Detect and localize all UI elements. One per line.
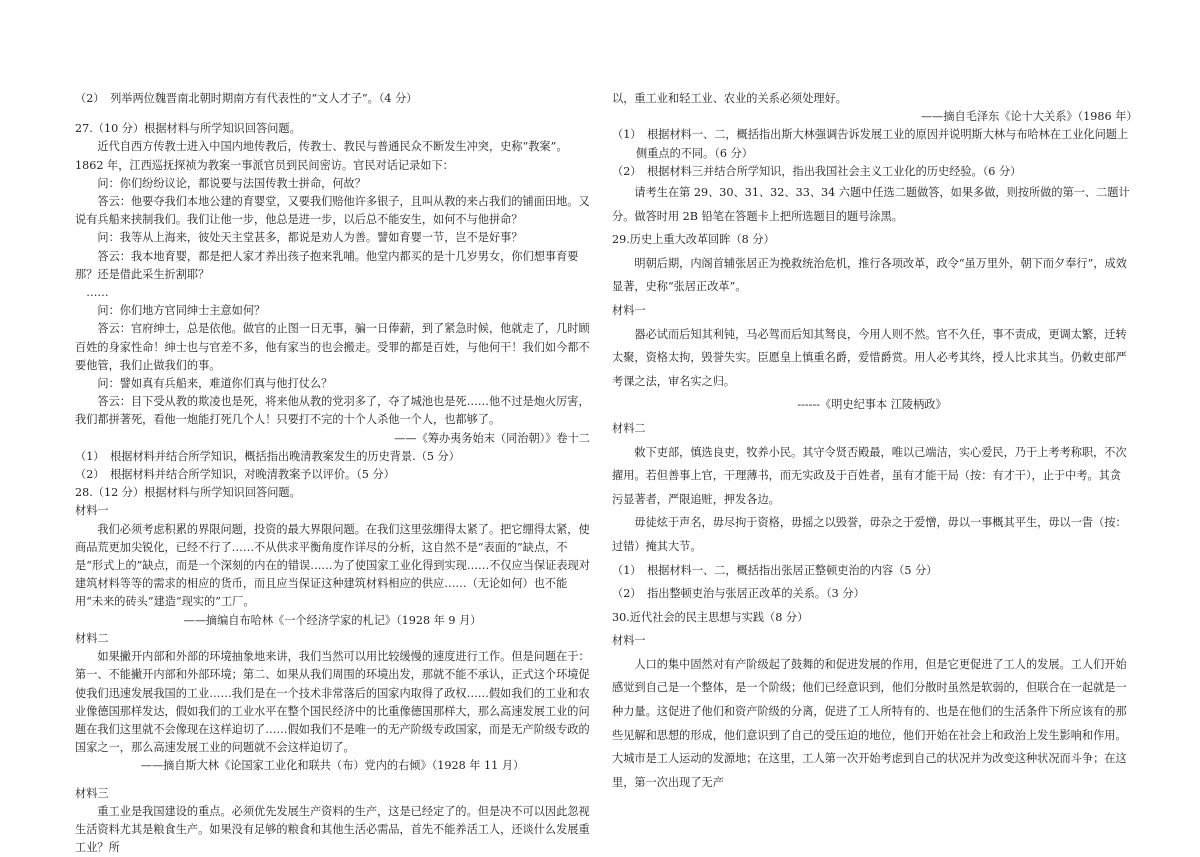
text-paragraph: 人口的集中固然对有产阶级起了鼓舞的和促进发展的作用，但是它更促进了工人的发展。工人们开始感觉到自己是一个整体，是一个阶级；他们已经意识到，他们分散时虽然是软弱的，但联合在一起就是一种力量。这促进了他们和资产阶级的分离，促进了工人所特有的、也是在他们的生活条件下所应该有的那些见解和思想的形成，他们意识到了自己的受压迫的地位，他们开始在社会上和政治上发生影响和作用。大城市是工人运动的发源地；在这里，工人第一次开始考虑到自己的状况并为改变这种状况而斗争；在这里，第一次出现了无产: [612, 657, 1127, 789]
text-paragraph: 我们必须考虑积累的界限问题，投资的最大界限问题。在我们这里弦绷得太紧了。把它绷得太紧，使商品荒更加尖锐化，已经不行了……不从供求平衡角度作详尽的分析，这自然不是“表面的”缺点，不是“形式上的”缺点，而是一个深刻的内在的错误……为了使国家工业化得到实现……不仅应当保证表现对建筑材料等等的需求的相应的货币，而且应当保证这种建筑材料相应的供应……（无论如何）也不能用“未来的砖头”建造“现实的”工厂。: [75, 522, 590, 609]
question-item: （2） 根据材料三并结合所学知识，指出我国社会主义工业化的历史经验。（6 分）: [612, 164, 1022, 178]
text-paragraph: 问：你们纷纷议论，都说要与法国传教士拼命，何故？: [97, 176, 366, 190]
spacer: [75, 776, 590, 785]
question-item: （2） 列举两位魏晋南北朝时期南方有代表性的“文人才子”。（4 分）: [75, 92, 418, 105]
text-paragraph: 问：譬如真有兵船来，难道你们真与他打仗么？: [97, 377, 333, 391]
text-paragraph: 请考生在第 29、30、31、32、33、34 六题中任选二题做答，如果多做，则按所做的第一、二题计分。做答时用 2B 铅笔在答题卡上把所选题目的题号涂黑。: [612, 186, 1130, 223]
text-paragraph: 答云：他要夺我们本地公建的育婴堂，又要我们赔他许多银子，且叫从教的来占我们的铺面田地。又说有兵船来挟制我们。我们让他一步，他总是进一步，以后总不能安生，如何不与他拼命？: [75, 195, 590, 227]
question-item: （1） 根据材料一、二，概括指出张居正整顿吏治的内容（5 分）: [612, 563, 938, 577]
text-paragraph: 明朝后期，内阁首辅张居正为挽救统治危机，推行各项改革，政令“虽万里外，朝下而夕奉行”，成效显著，史称“张居正改革”。: [612, 256, 1127, 294]
text-paragraph: 材料一: [75, 504, 109, 518]
question-item: （1） 根据材料并结合所学知识，概括指出晚清教案发生的历史背景.（5 分）: [75, 449, 460, 463]
text-paragraph: 如果撇开内部和外部的环境抽象地来讲，我们当然可以用比较缓慢的速度进行工作。但是问题在于：第一、不能撇开内部和外部环境；第二、如果从我们周围的环境出发，那就不能不承认，正式这个环境促使我们迅速发展我国的工业……我们是在一个技术非常落后的国家内取得了政权……假如我们的工业和农业像德国那样发达，假如我们的工业水平在整个国民经济中的比重像德国那样大，那么高速发展工业的问题在我们这里就不会像现在这样迫切了……假如我们不是唯一的无产阶级专政国家，而是无产阶级专政的国家之一，那么高速发展工业的问题就不会这样迫切了。: [75, 650, 590, 755]
text-paragraph: 近代自西方传教士进入中国内地传教后，传教士、教民与普通民众不断发生冲突，史称“教案”。1862 年，江西巡抚探祯为教案一事派官员到民间密访。官民对话记录如下：: [75, 140, 568, 172]
question-item: （2） 根据材料并结合所学知识，对晚清教案予以评价。（5 分）: [75, 468, 395, 482]
text-paragraph: 材料二: [75, 631, 109, 645]
text-paragraph: 28.（12 分）根据材料与所学知识回答问题。: [75, 486, 301, 500]
text-paragraph: 毋徒炫于声名，毋尽拘于资格，毋摇之以毁誉，毋杂之于爱憎，毋以一事概其平生，毋以一眚（按：过错）掩其大节。: [612, 516, 1127, 553]
source-citation: ------《明史纪事本 江陵柄政》: [797, 398, 947, 412]
text-paragraph: 答云：目下受从教的欺凌也是死，将来他从教的党羽多了，夺了城池也是死……他不过是炮火厉害，我们都拼著死，看他一炮能打死几个人！只要打不完的十个人杀他一个人，也都够了。: [75, 395, 590, 427]
question-item: （1） 根据材料一、二，概括指出斯大林强调告诉发展工业的原因并说明斯大林与布哈林在工业化问题上侧重点的不同。（6 分）: [612, 128, 1129, 160]
text-paragraph: 材料一: [612, 303, 646, 317]
text-paragraph: 器必试而后知其利钝，马必驾而后知其驽良，今用人则不然。官不久任，事不责成，更调太繁，迁转太聚，资格太拘，毁誉失实。臣愿皇上慎重名爵，爱惜爵赏。用人必考其终，授人比求其当。仍敕吏部严考课之法，审名实之归。: [612, 327, 1127, 388]
text-paragraph: 材料二: [612, 421, 646, 435]
text-paragraph: 材料三: [75, 786, 109, 800]
source-citation: ——《筹办夷务始末（同治朝）》卷十二: [394, 431, 646, 445]
right-column: [612, 90, 1155, 794]
text-paragraph: 27.（10 分）根据材料与所学知识回答问题。: [75, 122, 301, 136]
text-paragraph: 问：你们地方官同绅士主意如何？: [97, 304, 266, 318]
text-paragraph: 30.近代社会的民主思想与实践（8 分）: [612, 610, 809, 624]
question-item: （2） 指出整顿吏治与张居正改革的关系。（3 分）: [612, 587, 865, 601]
text-paragraph: 以，重工业和轻工业、农业的关系必须处理好。: [612, 92, 847, 105]
text-paragraph: 问：我等从上海来，彼处天主堂甚多，都说是劝人为善。譬如育婴一节，岂不是好事？: [97, 231, 523, 245]
source-citation: ——摘编自布哈林《一个经济学家的札记》（1928 年 9 月）: [183, 613, 482, 627]
source-citation: ——摘自斯大林《论国家工业化和联共（布）党内的右倾》（1928 年 11 月）: [140, 759, 525, 773]
left-column: [75, 90, 646, 857]
spacer: [75, 108, 590, 120]
text-paragraph: 重工业是我国建设的重点。必须优先发展生产资料的生产，这是已经定了的。但是决不可以因此忽视生活资料尤其是粮食生产。如果没有足够的粮食和其他生活必需品，首先不能养活工人，还谈什么发展重工业？所: [75, 804, 590, 855]
text-paragraph: ……: [75, 286, 109, 300]
text-paragraph: 材料一: [612, 634, 646, 648]
source-citation: ——摘自毛泽东《论十大关系》（1986 年）: [920, 110, 1155, 124]
text-paragraph: 29.历史上重大改革回眸（8 分）: [612, 233, 775, 247]
text-paragraph: 答云：我本地育婴，都是把人家才养出孩子抱来乳哺。他堂内都买的是十几岁男女，你们想事育要那？还是借此采生折割耶？: [75, 249, 579, 281]
text-paragraph: 答云：官府绅士，总是依他。做官的止图一日无事，骗一日俸薪，到了紧急时候，他就走了，几时顾百姓的身家性命！绅士也与官差不多，他有家当的也会搬走。受罪的都是百姓，与他何干！我们如今都不要他管，我们止做我们的事。: [75, 322, 590, 372]
text-paragraph: 敕下吏部，慎选良吏，牧养小民。其守令贤否殿最，唯以己端洁，实心爱民，乃于上考考称职，不次擢用。若但善事上官，干理薄书，而无实政及于百姓者，虽有才能干局（按：有才干），止于中考。其贪污显著者，严限追赃，押发各边。: [612, 445, 1127, 506]
